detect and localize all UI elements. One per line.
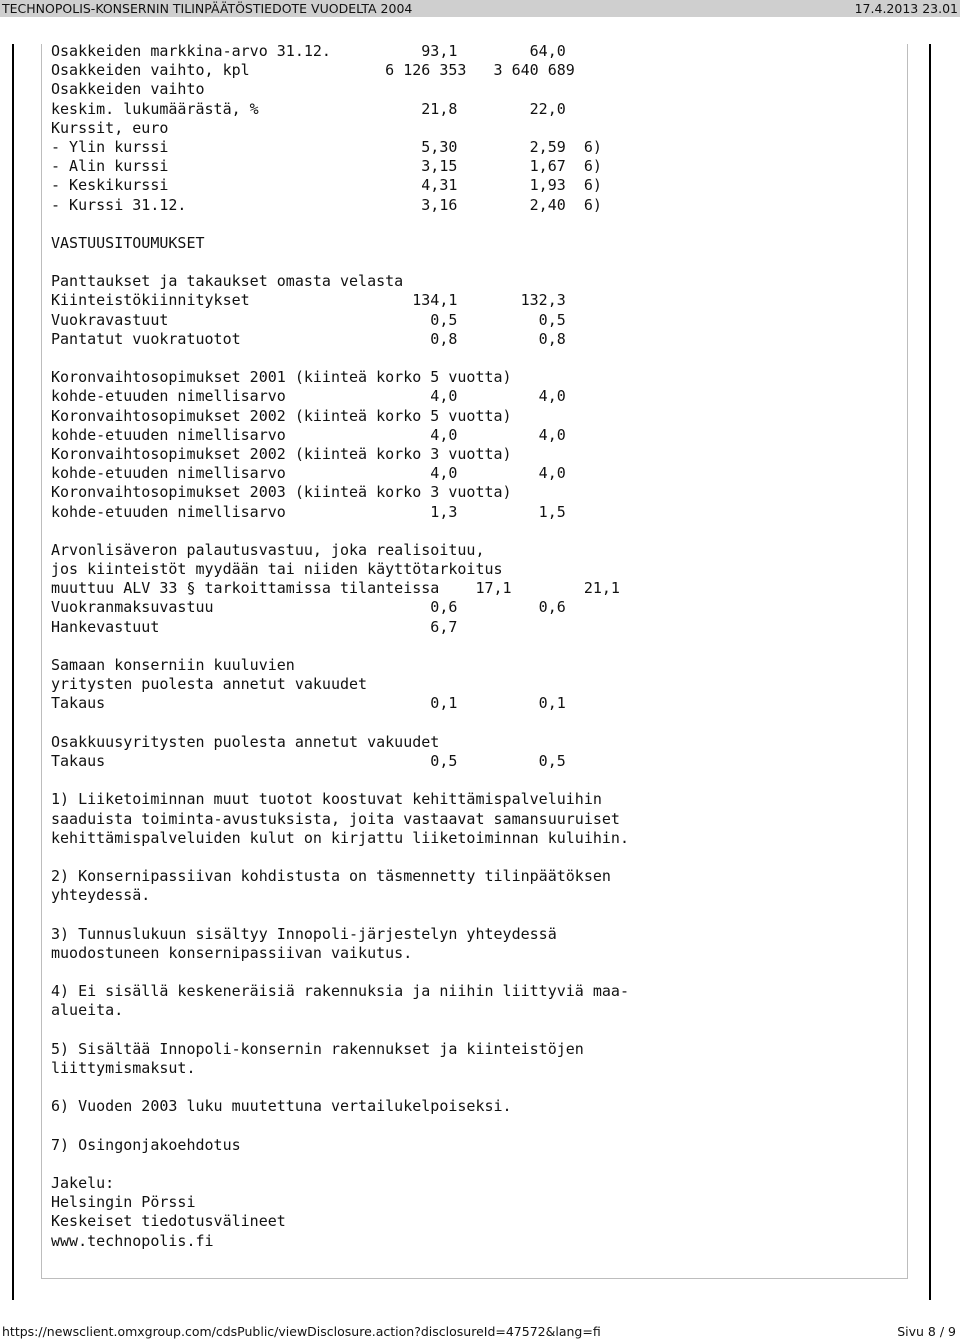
document-line: Pantatut vuokratuotot 0,8 0,8: [51, 329, 566, 348]
document-line: - Alin kurssi 3,15 1,67 6): [51, 157, 602, 176]
document-line: 1) Liiketoiminnan muut tuotot koostuvat kehittämispalveluihin: [51, 790, 602, 809]
document-line: jos kiinteistöt myydään tai niiden käyttötarkoitus: [51, 560, 503, 579]
document-line: keskim. lukumäärästä, % 21,8 22,0: [51, 99, 566, 118]
print-header: [0, 0, 960, 17]
document-line: muodostuneen konsernipassiivan vaikutus.: [51, 943, 413, 962]
document-line: [51, 215, 629, 234]
document-line: 2) Konsernipassiivan kohdistusta on täsmennetty tilinpäätöksen: [51, 867, 611, 886]
document-line: [51, 522, 629, 541]
document-line: - Kurssi 31.12. 3,16 2,40 6): [51, 195, 602, 214]
document-title: TECHNOPOLIS-KONSERNIN TILINPÄÄTÖSTIEDOTE VUODELTA 2004: [2, 1, 413, 16]
document-line: [51, 963, 629, 982]
document-line: Keskeiset tiedotusvälineet: [51, 1212, 286, 1231]
document-line: Koronvaihtosopimukset 2002 (kiinteä korko 5 vuotta): [51, 406, 512, 425]
document-line: Koronvaihtosopimukset 2001 (kiinteä korko 5 vuotta): [51, 368, 512, 387]
print-footer: [0, 1322, 960, 1341]
document-line: 3) Tunnuslukuun sisältyy Innopoli-järjestelyn yhteydessä: [51, 924, 557, 943]
document-line: [51, 253, 629, 272]
document-line: [51, 1021, 629, 1040]
document-line: 7) Osingonjakoehdotus: [51, 1135, 241, 1154]
document-line: [51, 349, 629, 368]
source-url: https://newsclient.omxgroup.com/cdsPublic/viewDisclosure.action?disclosureId=47572&lang=fi: [2, 1324, 601, 1339]
document-line: Osakkeiden markkina-arvo 31.12. 93,1 64,0: [51, 42, 566, 60]
document-line: Samaan konserniin kuuluvien: [51, 656, 295, 674]
document-line: liittymismaksut.: [51, 1058, 196, 1077]
document-line: [51, 905, 629, 924]
document-line: Takaus 0,1 0,1: [51, 694, 566, 713]
document-line: Osakkeiden vaihto, kpl 6 126 353 3 640 689: [51, 61, 575, 80]
document-line: kohde-etuuden nimellisarvo 1,3 1,5: [51, 502, 566, 521]
right-border-line: [929, 44, 931, 1300]
document-line: Kiinteistökiinnitykset 134,1 132,3: [51, 291, 566, 310]
document-line: kohde-etuuden nimellisarvo 4,0 4,0: [51, 387, 566, 406]
left-border-line: [12, 44, 14, 1300]
document-line: Vuokravastuut 0,5 0,5: [51, 310, 566, 329]
document-line: kohde-etuuden nimellisarvo 4,0 4,0: [51, 464, 566, 483]
document-line: 5) Sisältää Innopoli-konsernin rakennukset ja kiinteistöjen: [51, 1039, 584, 1058]
document-line: - Ylin kurssi 5,30 2,59 6): [51, 137, 602, 156]
document-line: Hankevastuut 6,7: [51, 617, 458, 636]
document-line: Helsingin Pörssi: [51, 1193, 196, 1212]
document-line: Koronvaihtosopimukset 2002 (kiinteä korko 3 vuotta): [51, 444, 512, 463]
document-line: [51, 714, 629, 733]
print-datetime: 17.4.2013 23.01: [854, 1, 958, 16]
document-line: muuttuu ALV 33 § tarkoittamissa tilanteissa 17,1 21,1: [51, 579, 620, 598]
document-line: alueita.: [51, 1001, 124, 1020]
document-line: [51, 1078, 629, 1097]
document-body: [51, 42, 629, 1251]
document-line: Osakkeiden vaihto: [51, 80, 205, 99]
document-line: 4) Ei sisällä keskeneräisiä rakennuksia ja niihin liittyviä maa-: [51, 982, 629, 1001]
document-line: Kurssit, euro: [51, 118, 169, 137]
document-line: [51, 1155, 629, 1174]
document-line: kohde-etuuden nimellisarvo 4,0 4,0: [51, 425, 566, 444]
document-line: Arvonlisäveron palautusvastuu, joka realisoituu,: [51, 540, 485, 559]
document-line: VASTUUSITOUMUKSET: [51, 233, 205, 252]
document-line: 6) Vuoden 2003 luku muutettuna vertailukelpoiseksi.: [51, 1097, 512, 1116]
document-line: Takaus 0,5 0,5: [51, 751, 566, 770]
document-line: Osakkuusyritysten puolesta annetut vakuudet: [51, 732, 440, 751]
document-line: Jakelu:: [51, 1174, 115, 1193]
document-line: Vuokranmaksuvastuu 0,6 0,6: [51, 598, 566, 617]
document-line: Koronvaihtosopimukset 2003 (kiinteä korko 3 vuotta): [51, 483, 512, 502]
document-line: [51, 848, 629, 867]
document-line: www.technopolis.fi: [51, 1231, 214, 1250]
document-line: kehittämispalveluiden kulut on kirjattu liiketoiminnan kuluihin.: [51, 828, 629, 847]
document-line: saaduista toiminta-avustuksista, joita vastaavat samansuuruiset: [51, 809, 620, 828]
document-line: [51, 771, 629, 790]
document-line: Panttaukset ja takaukset omasta velasta: [51, 272, 404, 291]
document-line: [51, 1117, 629, 1136]
document-line: yhteydessä.: [51, 886, 151, 905]
document-line: - Keskikurssi 4,31 1,93 6): [51, 176, 602, 195]
document-line: yritysten puolesta annetut vakuudet: [51, 675, 368, 694]
document-line: [51, 637, 629, 656]
page-number: Sivu 8 / 9: [897, 1324, 956, 1339]
